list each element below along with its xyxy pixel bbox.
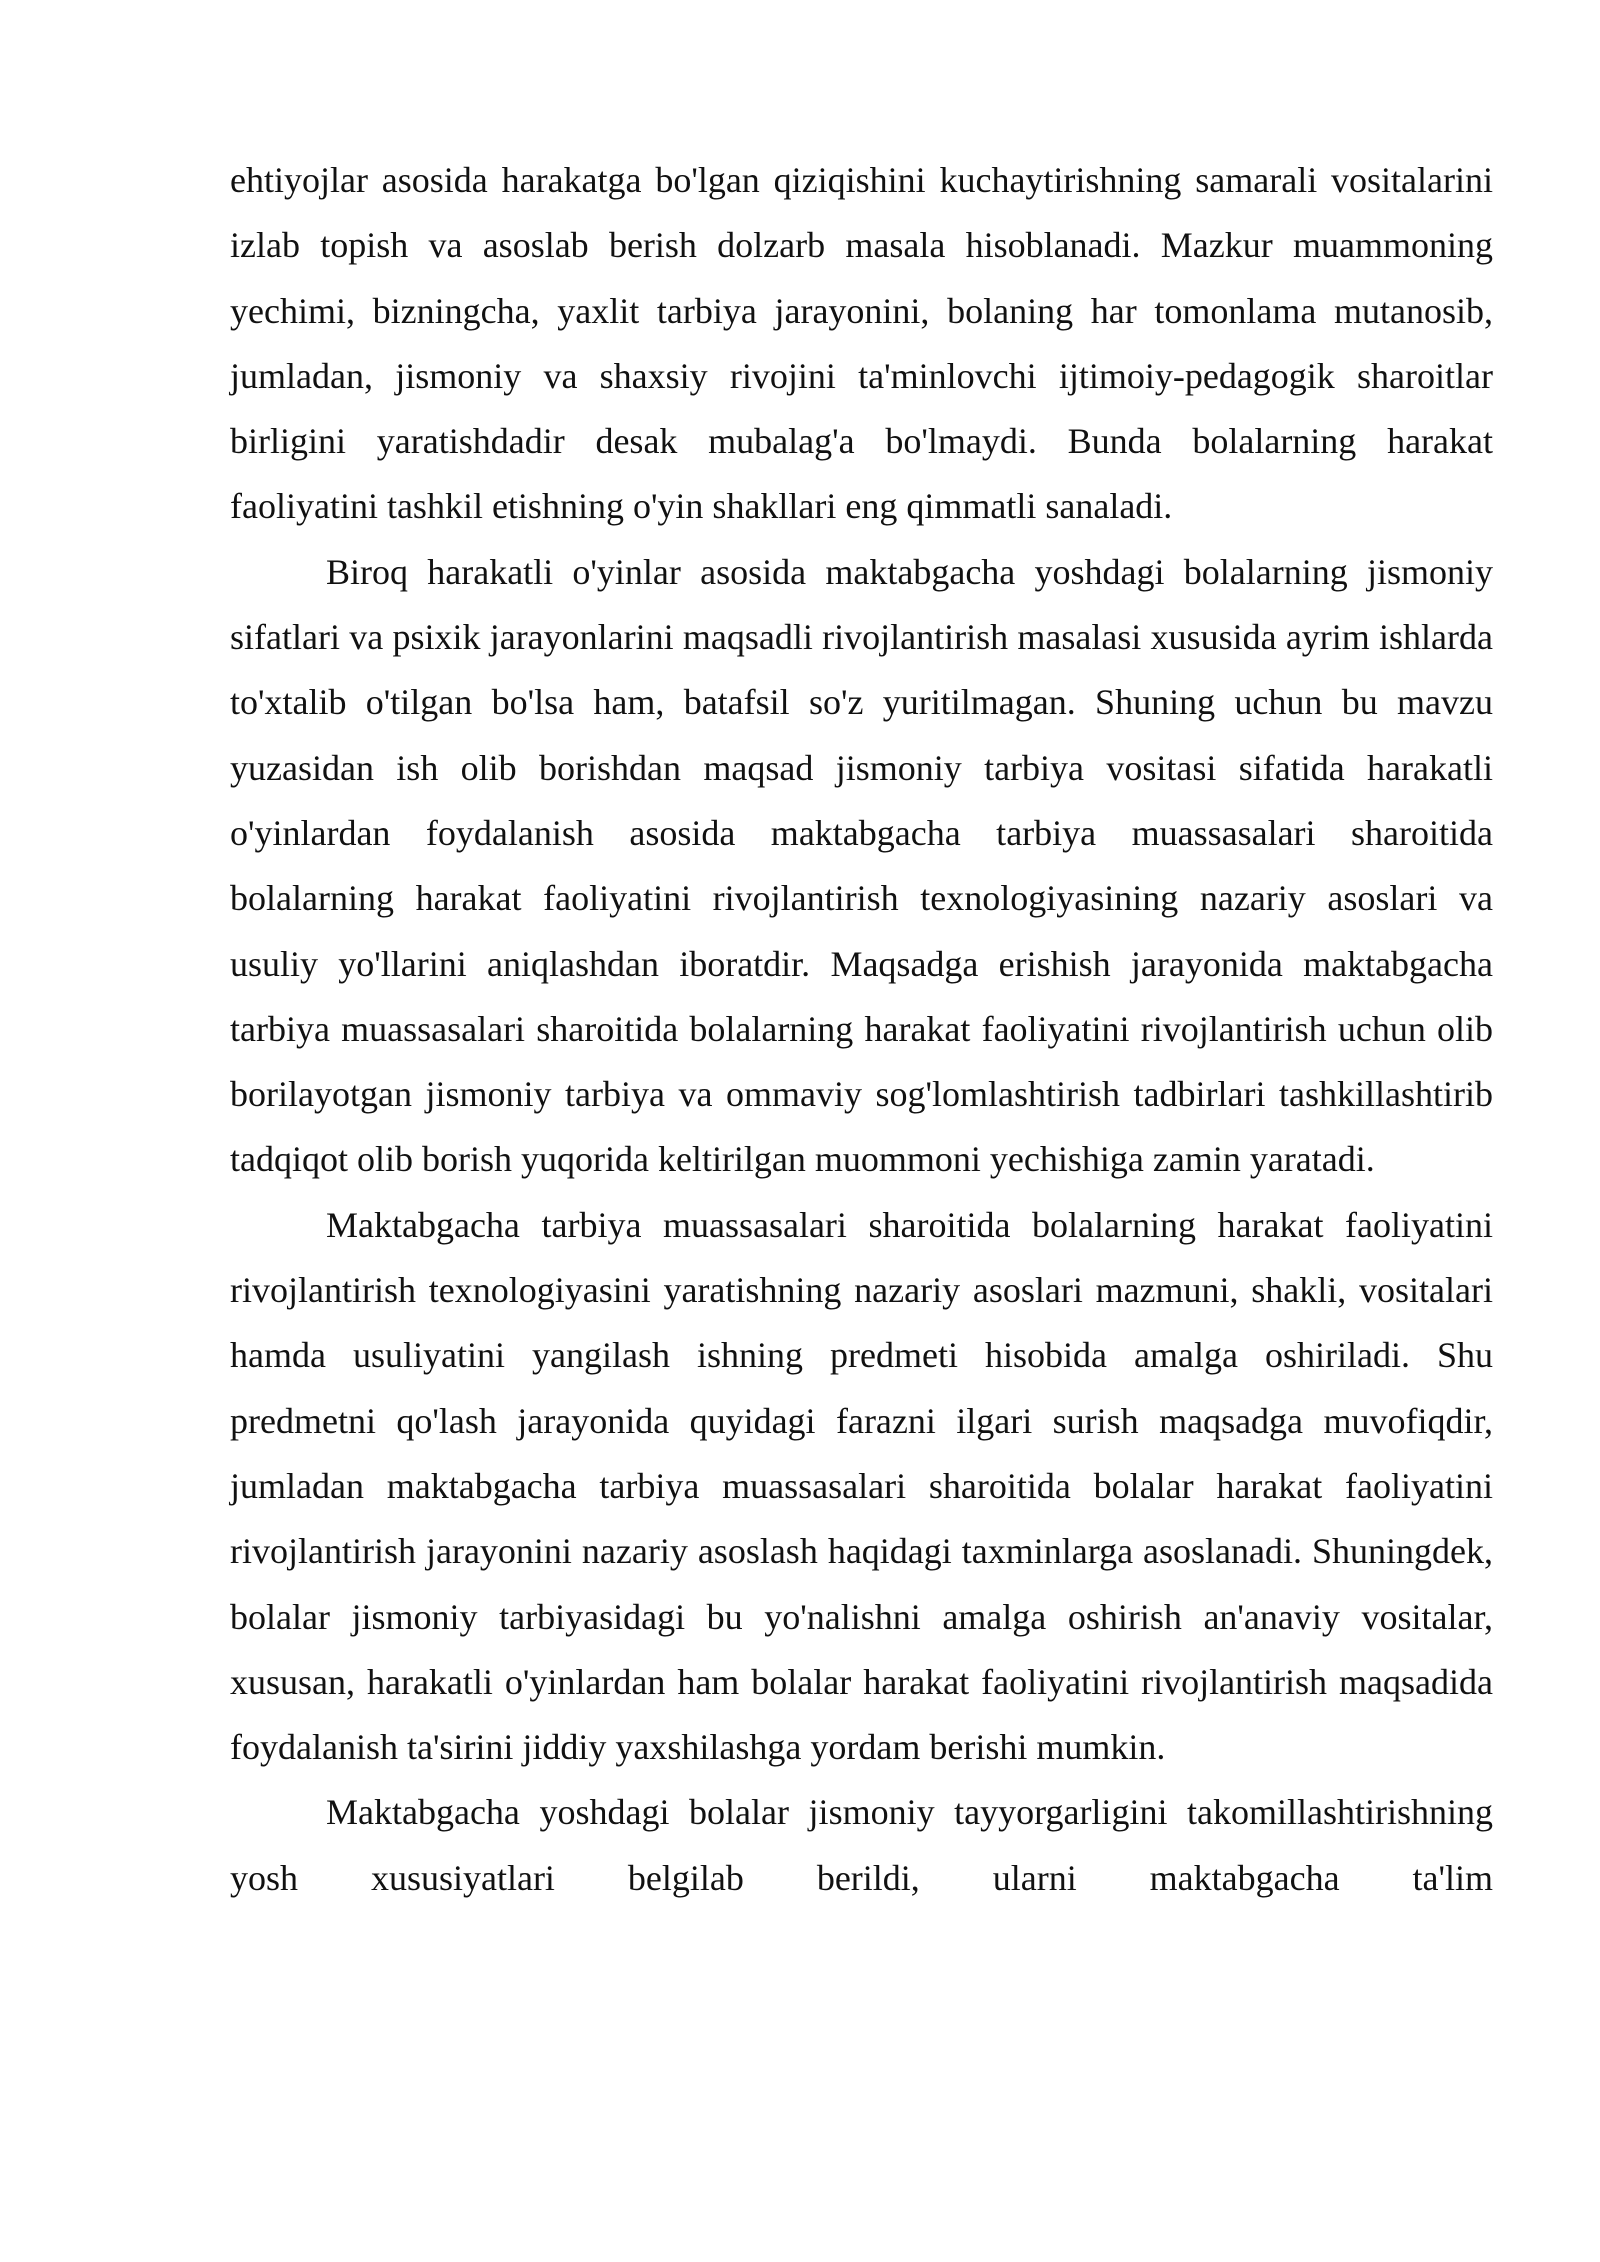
paragraph-2: Biroq harakatli o'yinlar asosida maktabgacha yoshdagi bolalarning jismoniy sifatlari va psixik jarayonlarini maqsadli rivojlantirish masalasi xususida ayrim ishlarda to'xtalib o'tilgan bo'lsa ham, batafsil so'z yuritilmagan. Shuning uchun bu mavzu yuzasidan ish olib borishdan maqsad jismoniy tarbiya vositasi sifatida harakatli o'yinlardan foydalanish asosida maktabgacha tarbiya muassasalari sharoitida bolalarning harakat faoliyatini rivojlantirish texnologiyasining nazariy asoslari va usuliy yo'llarini aniqlashdan iboratdir. Maqsadga erishish jarayonida maktabgacha tarbiya muassasalari sharoitida bolalarning harakat faoliyatini rivojlantirish uchun olib borilayotgan jismoniy tarbiya va ommaviy sog'lomlashtirish tadbirlari tashkillashtirib tadqiqot olib borish yuqorida keltirilgan muommoni yechishiga zamin yaratadi.: [230, 551, 1493, 1180]
paragraph-4: Maktabgacha yoshdagi bolalar jismoniy tayyorgarligini takomillashtirishning yosh xususiyatlari belgilab berildi, ularni maktabgacha ta'lim: [230, 1792, 1493, 1898]
paragraph-1: ehtiyojlar asosida harakatga bo'lgan qiziqishini kuchaytirishning samarali vositalarini izlab topish va asoslab berish dolzarb masala hisoblanadi. Mazkur muammoning yechimi, bizningcha, yaxlit tarbiya jarayonini, bolaning har tomonlama mutanosib, jumladan, jismoniy va shaxsiy rivojini ta'minlovchi ijtimoiy-pedagogik sharoitlar birligini yaratishdadir desak mubalag'a bo'lmaydi. Bunda bolalarning harakat faoliyatini tashkil etishning o'yin shakllari eng qimmatli sanaladi.: [230, 160, 1493, 527]
document-body: [230, 148, 1493, 1911]
paragraph-3: Maktabgacha tarbiya muassasalari sharoitida bolalarning harakat faoliyatini rivojlantirish texnologiyasini yaratishning nazariy asoslari mazmuni, shakli, vositalari hamda usuliyatini yangilash ishning predmeti hisobida amalga oshiriladi. Shu predmetni qo'lash jarayonida quyidagi farazni ilgari surish maqsadga muvofiqdir, jumladan maktabgacha tarbiya muassasalari sharoitida bolalar harakat faoliyatini rivojlantirish jarayonini nazariy asoslash haqidagi taxminlarga asoslanadi. Shuningdek, bolalar jismoniy tarbiyasidagi bu yo'nalishni amalga oshirish an'anaviy vositalar, xususan, harakatli o'yinlardan ham bolalar harakat faoliyatini rivojlantirish maqsadida foydalanish ta'sirini jiddiy yaxshilashga yordam berishi mumkin.: [230, 1204, 1493, 1768]
